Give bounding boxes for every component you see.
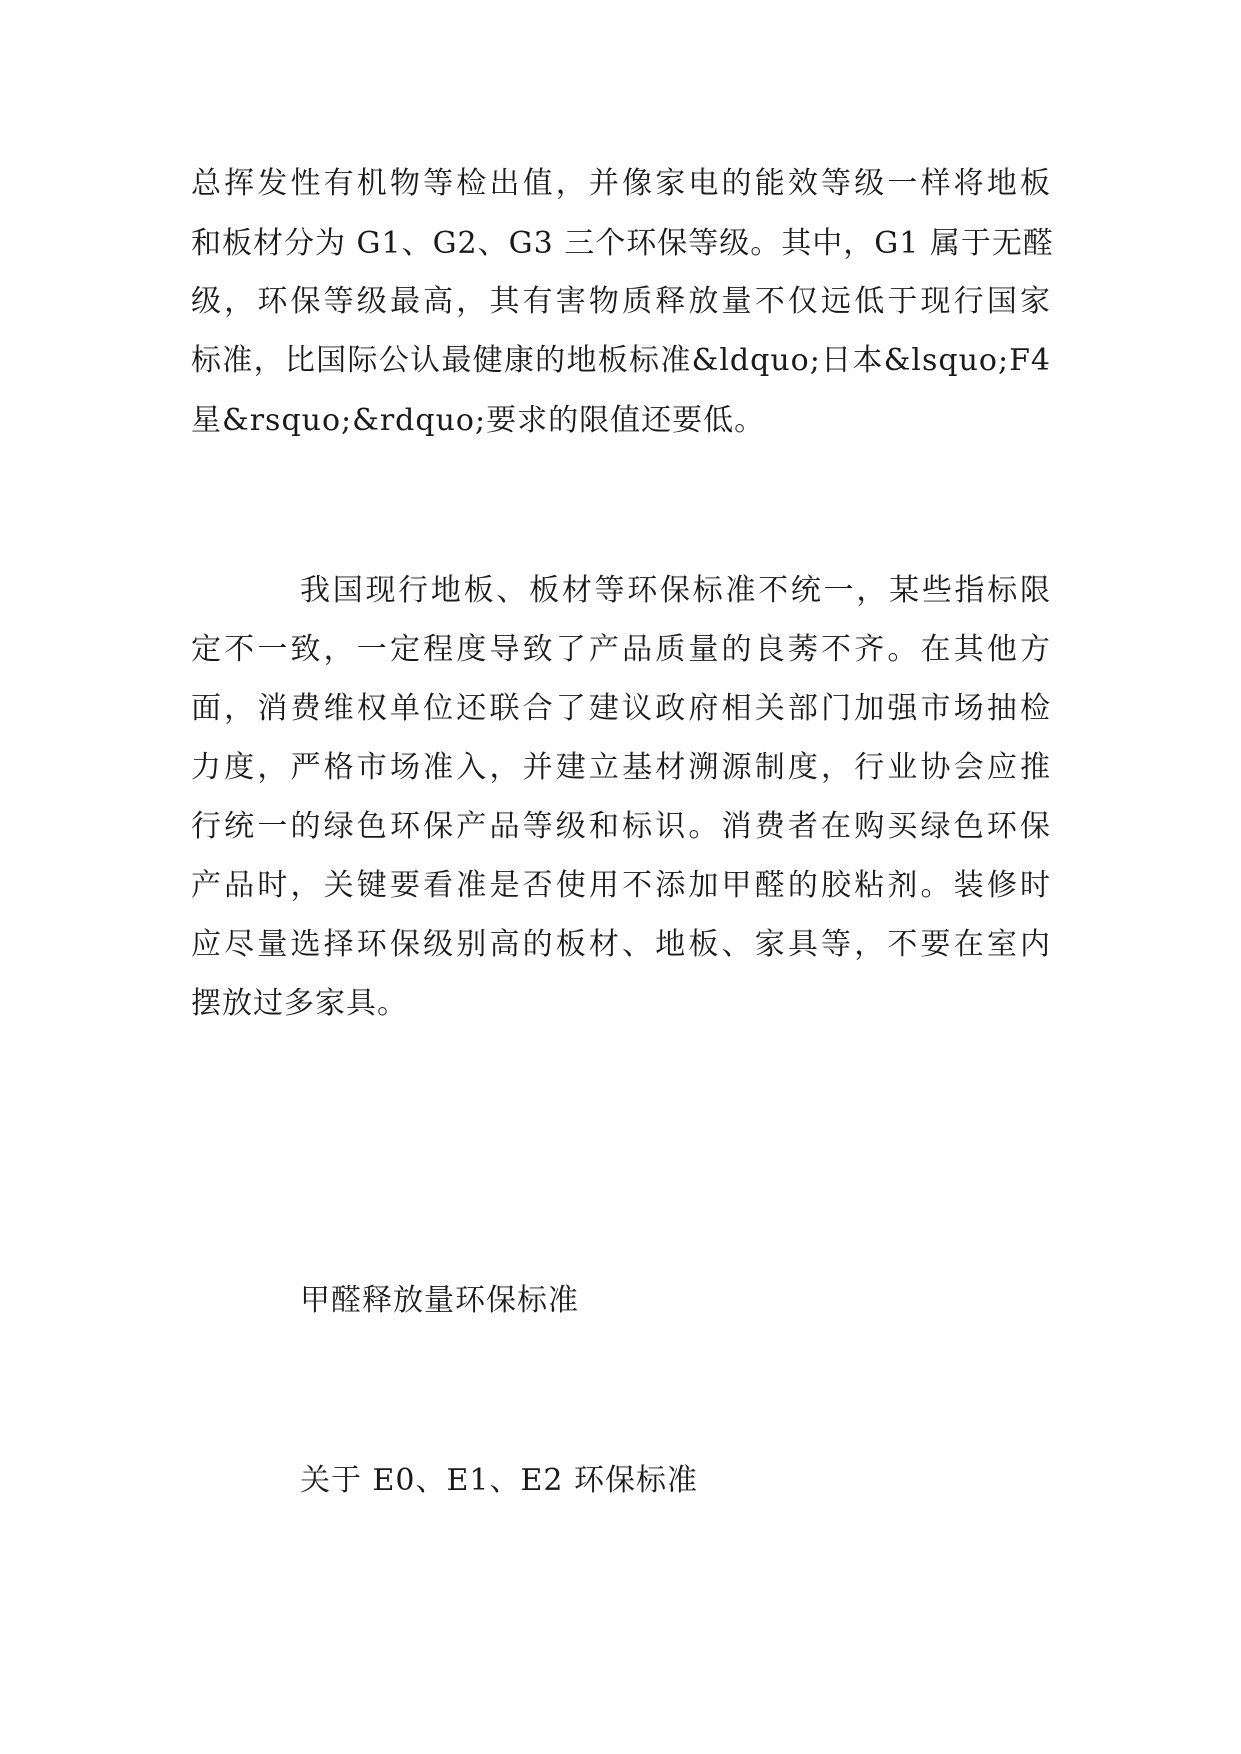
- paragraph-2-line-3: 面，消费维权单位还联合了建议政府相关部门加强市场抽检: [191, 691, 1051, 726]
- paragraph-1-line-2: 和板材分为 G1、G2、G3 三个环保等级。其中，G1 属于无醛: [191, 226, 1054, 261]
- paragraph-2-line-2: 定不一致，一定程度导致了产品质量的良莠不齐。在其他方: [191, 632, 1051, 667]
- paragraph-2-line-8: 摆放过多家具。: [191, 986, 408, 1021]
- paragraph-2-line-1: 我国现行地板、板材等环保标准不统一，某些指标限: [300, 573, 1051, 608]
- paragraph-2-line-4: 力度，严格市场准入，并建立基材溯源制度，行业协会应推: [191, 750, 1051, 785]
- paragraph-2-line-6: 产品时，关键要看准是否使用不添加甲醛的胶粘剂。装修时: [191, 868, 1051, 903]
- paragraph-1-line-3: 级，环保等级最高，其有害物质释放量不仅远低于现行国家: [191, 284, 1051, 319]
- paragraph-2-line-7: 应尽量选择环保级别高的板材、地板、家具等，不要在室内: [191, 927, 1051, 962]
- paragraph-1-line-4: 标准，比国际公认最健康的地板标准&ldquo;日本&lsquo;F4: [191, 343, 1051, 378]
- paragraph-1-line-1: 总挥发性有机物等检出值，并像家电的能效等级一样将地板: [191, 166, 1051, 201]
- heading-e0-e1-e2-standard: 关于 E0、E1、E2 环保标准: [300, 1463, 699, 1498]
- heading-formaldehyde-standard: 甲醛释放量环保标准: [300, 1283, 579, 1318]
- paragraph-2-line-5: 行统一的绿色环保产品等级和标识。消费者在购买绿色环保: [191, 809, 1051, 844]
- paragraph-1-line-5: 星&rsquo;&rdquo;要求的限值还要低。: [191, 403, 766, 438]
